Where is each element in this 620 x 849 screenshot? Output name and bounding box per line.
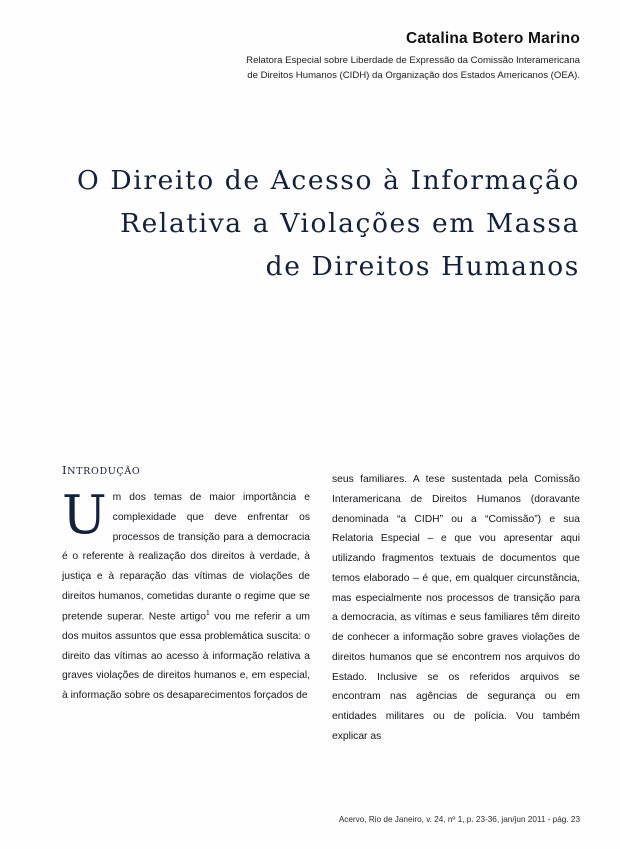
- title-line-1: O Direito de Acesso à Informação: [77, 165, 580, 196]
- drop-cap: U: [62, 485, 107, 546]
- footer-citation: Acervo, Rio de Janeiro, v. 24, nº 1, p. 23-36, jan/jun 2011 - pág. 23: [338, 815, 580, 824]
- author-block: [60, 30, 580, 84]
- paragraph-left: [62, 485, 310, 706]
- author-affiliation-line1: Relatora Especial sobre Liberdade de Expressão da Comissão Interamericana: [246, 55, 580, 66]
- paragraph-left-part1: m dos temas de maior importância e complexidade que deve enfrentar os processos de transição para a democracia é o referente à realização dos direitos à verdade, à justiça e à reparação das vítimas de violações de direitos humanos, cometidas durante o regime que se pretende superar. Neste artigo: [62, 492, 310, 623]
- page-title: [40, 160, 580, 289]
- section-heading-rest: NTRODUÇÃO: [67, 466, 141, 477]
- author-affiliation-line2: de Direitos Humanos (CIDH) da Organização dos Estados Americanos (OEA).: [247, 69, 580, 81]
- section-heading-introducao: [62, 463, 140, 477]
- paragraph-right: seus familiares. A tese sustentada pela Comissão Interamericana de Direitos Humanos (doravante denominada “a CIDH” ou a “Comissão”) e sua Relatoria Especial – e que vou apresentar aqui utilizando fragmentos textuais de documentos que temos elaborado – é que, em qualquer circunstância, mas especialmente nos processos de transição para a democracia, as vítimas e seus familiares têm direito de conhecer a informação sobre graves violações de direitos humanos que se encontrem nos arquivos do Estado. Inclusive se os referidos arquivos se encontram nas agências de segurança ou em entidades militares ou de polícia. Vou também explicar as: [332, 474, 580, 742]
- title-line-3: de Direitos Humanos: [265, 250, 580, 282]
- author-name: Catalina Botero Marino: [405, 30, 580, 47]
- section-heading-initial: I: [62, 463, 68, 477]
- body-column-right: [332, 470, 580, 747]
- body-column-left: [62, 485, 310, 706]
- author-affiliation: [60, 54, 580, 84]
- footnote-marker-1: 1: [205, 609, 210, 617]
- title-line-2: Relativa a Violações em Massa: [120, 207, 580, 239]
- paragraph-left-part2: vou me referir a um dos muitos assuntos que essa problemática suscita: o direito das vítimas ao acesso à informação relativa a graves violações de direitos humanos e, em especial, à informação sobre os desaparecimentos forçados de: [62, 611, 310, 702]
